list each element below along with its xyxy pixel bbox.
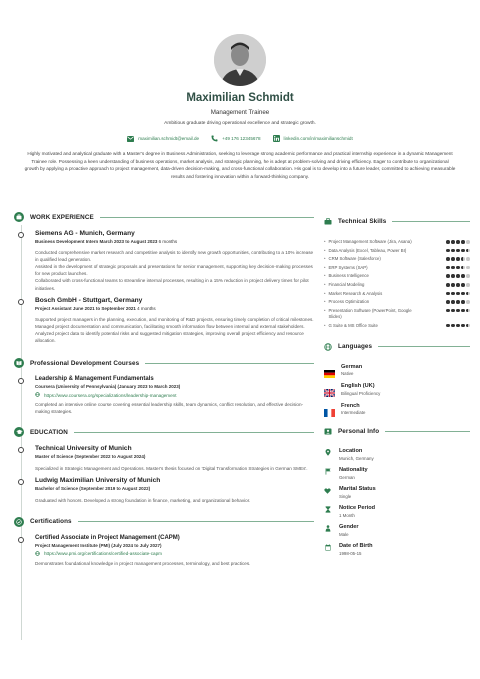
certification-entry [14, 535, 314, 567]
contact-bar [0, 135, 480, 142]
work-section [14, 212, 314, 344]
skill-name: Market Research & Analysis [328, 290, 383, 296]
rating-dot [461, 309, 465, 313]
skill-rating [446, 323, 470, 328]
personal-info-section [324, 422, 470, 556]
info-marital-status: Marital Status Single [324, 486, 470, 499]
rating-dot [461, 274, 465, 278]
rating-dot [461, 300, 465, 304]
germany-flag-icon [324, 365, 335, 373]
work-section-header [14, 212, 314, 222]
rating-dot [461, 283, 465, 287]
education-description: Graduated with honors. Developed a strong foundation in finance, marketing, and organizational behavior. [35, 498, 251, 504]
skill-name: Process Optimization [328, 299, 370, 305]
work-entry [14, 297, 314, 344]
info-notice-period: Notice Period 1 Month [324, 505, 470, 518]
section-divider [392, 221, 470, 222]
linkedin-icon [273, 135, 280, 142]
rating-dot [466, 257, 470, 261]
education-subtitle: Master of Science (September 2022 to August 2024) [35, 454, 146, 460]
section-divider [74, 432, 314, 433]
toolbox-icon [324, 212, 332, 230]
work-section-title: WORK EXPERIENCE [30, 213, 94, 221]
rating-dot [456, 249, 460, 253]
rating-dot [451, 257, 455, 261]
section-divider [100, 217, 314, 218]
section-divider [145, 363, 314, 364]
candidate-role: Management Trainee [210, 109, 270, 116]
email-icon [127, 135, 134, 142]
skill-rating [446, 273, 470, 278]
book-icon [14, 358, 24, 368]
education-entry [14, 445, 314, 472]
rating-dot [456, 274, 460, 278]
rating-dot [451, 274, 455, 278]
education-section-title: EDUCATION [30, 428, 68, 436]
skill-name: Project Management Software (Jira, Asana) [328, 239, 412, 244]
contact-phone[interactable] [211, 135, 260, 142]
info-gender: Gender Male [324, 524, 470, 537]
rating-dot [446, 249, 450, 253]
work-entry-bullet: Analyzed project data to identify potential risks and suggested mitigation strategies, improving overall project efficiency and resource allocation. [35, 330, 304, 343]
rating-dot [461, 257, 465, 261]
rating-dot [451, 283, 455, 287]
languages-section-title: Languages [338, 343, 373, 351]
rating-dot [461, 324, 465, 328]
skill-rating [446, 291, 470, 296]
section-divider [378, 346, 470, 347]
contact-linkedin[interactable] [273, 135, 353, 142]
course-title: Leadership & Management Fundamentals [35, 376, 154, 383]
location-icon [324, 449, 331, 456]
rating-dot [446, 324, 450, 328]
rating-dot [456, 257, 460, 261]
language-level: Intermediate [341, 410, 366, 416]
languages-section [324, 338, 470, 416]
linkedin-text: linkedin.com/in/maximilianschmidt [283, 136, 353, 141]
id-card-icon [324, 422, 332, 440]
skill-name: Financial Modeling [328, 282, 365, 288]
work-entry-bullet: Managed project documentation and communication, facilitating smooth information flow between internal and external stakeholders. [35, 323, 305, 329]
education-subtitle: Bachelor of Science (September 2019 to August 2022) [35, 486, 151, 492]
france-flag-icon [324, 404, 335, 412]
rating-dot [446, 257, 450, 261]
skill-name: ERP Systems (SAP) [328, 264, 368, 270]
rating-dot [451, 266, 455, 270]
rating-dot [456, 292, 460, 296]
certification-description: Demonstrates foundational knowledge in project management processes, terminology, and best practices. [35, 560, 251, 566]
education-section [14, 427, 314, 504]
skill-rating [446, 239, 470, 244]
work-entry-bullet: Collaborated with cross-functional teams to streamline internal processes, resulting in a 15% reduction in project delivery times for pilot initiatives. [35, 278, 309, 291]
globe-icon [324, 338, 332, 356]
work-entry-bullet: Conducted comprehensive market research and competitive analysis to identify new growth opportunities, contributing to a 10% increase in qualified lead generation. [35, 250, 314, 263]
rating-dot [456, 300, 460, 304]
course-subtitle: Coursera (University of Pennsylvania) (January 2023 to March 2023) [35, 384, 181, 390]
work-entry-title: Bosch GmbH - Stuttgart, Germany [35, 296, 143, 304]
briefcase-icon [14, 212, 24, 222]
right-column [324, 212, 470, 563]
check-badge-icon [14, 517, 24, 527]
skill-rating [446, 265, 470, 270]
rating-dot [451, 240, 455, 244]
rating-dot [466, 292, 470, 296]
rating-dot [446, 292, 450, 296]
rating-dot [446, 300, 450, 304]
rating-dot [461, 266, 465, 270]
email-text: maximilian.schmidt@email.de [138, 136, 200, 141]
rating-dot [451, 249, 455, 253]
skill-name: Business Intelligence [328, 273, 369, 279]
language-name: German [341, 363, 363, 370]
education-title: Technical University of Munich [35, 445, 132, 453]
courses-section [14, 358, 314, 415]
education-title: Ludwig Maximilian University of Munich [35, 477, 161, 485]
rating-dot [466, 283, 470, 287]
rating-dot [456, 266, 460, 270]
work-entry-bullet: Supported project managers in the planning, execution, and monitoring of R&D projects, ensuring timely completion of critical milestones. [35, 316, 314, 322]
rating-dot [451, 292, 455, 296]
rating-dot [466, 266, 470, 270]
section-divider [78, 521, 314, 522]
certifications-section-title: Certifications [30, 518, 72, 526]
courses-section-title: Professional Development Courses [30, 359, 140, 367]
work-entry-bullet: Assisted in the development of strategic proposals and presentations for senior management, supporting key decision-making processes for new product launches. [35, 264, 313, 277]
rating-dot [451, 300, 455, 304]
rating-dot [466, 309, 470, 313]
personal-info-section-header [324, 422, 470, 440]
language-item [324, 383, 470, 396]
skills-section [324, 212, 470, 329]
calendar-icon [324, 544, 331, 551]
personal-info-section-title: Personal Info [338, 427, 380, 435]
skill-name: CRM Software (Salesforce) [328, 256, 381, 262]
info-date-of-birth: Date of Birth 1998-05-15 [324, 543, 470, 556]
rating-dot [466, 300, 470, 304]
skill-name: Presentation Software (PowerPoint, Google Slides) [328, 307, 412, 319]
rating-dot [446, 266, 450, 270]
rating-dot [456, 240, 460, 244]
person-icon [324, 525, 331, 532]
timeline-dot [18, 299, 24, 305]
timeline-dot [18, 232, 24, 238]
certification-link[interactable]: https://www.pmi.org/certifications/certified-associate-capm [35, 551, 314, 557]
skill-rating [446, 308, 470, 313]
work-entry [14, 230, 314, 292]
personal-info-list [324, 448, 470, 556]
rating-dot [446, 274, 450, 278]
candidate-name: Maximilian Schmidt [186, 92, 294, 104]
education-description: Specialized in Strategic Management and Operations. Master's thesis focused on 'Digital Transformation Strategies in German SMEs'. [35, 466, 308, 472]
rating-dot [446, 240, 450, 244]
rating-dot [461, 240, 465, 244]
skill-rating [446, 256, 470, 261]
course-description: Completed an intensive online course covering essential leadership skills, team dynamics, conflict resolution, and effective decision-making strategies. [35, 402, 304, 415]
rating-dot [466, 240, 470, 244]
rating-dot [466, 274, 470, 278]
info-nationality: Nationality German [324, 467, 470, 480]
work-entry-title: Siemens AG - Munich, Germany [35, 230, 135, 237]
contact-email[interactable] [127, 135, 199, 142]
timeline-dot [18, 479, 24, 485]
resume-header [0, 0, 480, 180]
skills-section-title: Technical Skills [338, 217, 387, 225]
hourglass-icon [324, 506, 331, 513]
skill-name: Data Analysis (Excel, Tableau, Power BI) [328, 247, 407, 253]
skills-list [324, 239, 470, 329]
rating-dot [461, 249, 465, 253]
skill-item: • CRM Software (Salesforce) [324, 256, 470, 262]
section-divider [385, 431, 470, 432]
flag-icon [324, 468, 331, 475]
skill-item: • Market Research & Analysis [324, 291, 470, 297]
certifications-section [14, 517, 314, 567]
skill-rating [446, 282, 470, 287]
skill-item: • Financial Modeling [324, 282, 470, 288]
rating-dot [446, 309, 450, 313]
rating-dot [451, 309, 455, 313]
rating-dot [456, 324, 460, 328]
rating-dot [451, 324, 455, 328]
skill-name: G Suite & MS Office Suite [328, 322, 378, 328]
uk-flag-icon [324, 384, 335, 392]
skill-item: • ERP Systems (SAP) [324, 265, 470, 271]
rating-dot [461, 292, 465, 296]
profile-photo [214, 34, 266, 86]
course-entry [14, 376, 314, 415]
language-level: Bilingual Proficiency [341, 390, 381, 396]
timeline-dot [18, 447, 24, 453]
course-link[interactable]: https://www.coursera.org/specializations/leadership-management [35, 392, 314, 398]
languages-list [324, 364, 470, 416]
graduation-cap-icon [14, 427, 24, 437]
skill-rating [446, 248, 470, 253]
skills-section-header [324, 212, 470, 230]
language-item [324, 403, 470, 416]
language-level: Native [341, 371, 354, 377]
language-item [324, 364, 470, 377]
left-column [14, 212, 314, 567]
languages-section-header [324, 338, 470, 356]
timeline-dot [18, 378, 24, 384]
certifications-section-header [14, 517, 314, 527]
heart-icon [324, 487, 331, 494]
skill-item: • Business Intelligence [324, 273, 470, 279]
globe-icon [35, 392, 40, 398]
certification-subtitle: Project Management Institute (PMI) (July 2024 to July 2027) [35, 542, 162, 548]
skill-item: • Presentation Software (PowerPoint, Google Slides) [324, 308, 470, 320]
phone-text: +49 176 12345678 [222, 136, 261, 141]
rating-dot [466, 324, 470, 328]
candidate-tagline: Ambitious graduate driving operational excellence and strategic growth. [164, 121, 316, 126]
rating-dot [446, 283, 450, 287]
timeline-dot [18, 537, 24, 543]
work-entry-subtitle: Project Assistant June 2021 to September 2021 4 months [35, 305, 156, 311]
rating-dot [456, 283, 460, 287]
work-entry-subtitle: Business Development Intern March 2023 to August 2023 6 months [35, 239, 178, 244]
skill-item: • Data Analysis (Excel, Tableau, Power BI) [324, 248, 470, 254]
skill-rating [446, 299, 470, 304]
rating-dot [456, 309, 460, 313]
skill-item: • Process Optimization [324, 299, 470, 305]
info-location: Location Munich, Germany [324, 448, 470, 461]
globe-icon [35, 551, 40, 557]
skill-item: • G Suite & MS Office Suite [324, 323, 470, 329]
rating-dot [466, 249, 470, 253]
profile-summary: Highly motivated and analytical graduate with a Master's degree in Business Administration, seeking to leverage strong academic performance and practical internship experience in a dynamic Management Trainee role. Possessing a keen understanding of business operations, market analysis, and strategic planning, he is adept at problem-solving and driving efficiency. Eager to contribute to organizational growth by applying a proactive approach to project management, data-driven decision-making, and cross-functional collaboration. His goal is to develop into a future leader, committed to achieving measurable results and fostering innovation within a forward-thinking company. [24, 151, 456, 179]
phone-icon [211, 135, 218, 142]
skill-item: • Project Management Software (Jira, Asana) [324, 239, 470, 245]
education-section-header [14, 427, 314, 437]
courses-section-header [14, 358, 314, 368]
education-entry [14, 477, 314, 504]
language-name: French [341, 402, 360, 409]
language-name: English (UK) [341, 383, 375, 390]
certification-title: Certified Associate in Project Management (CAPM) [35, 534, 180, 541]
